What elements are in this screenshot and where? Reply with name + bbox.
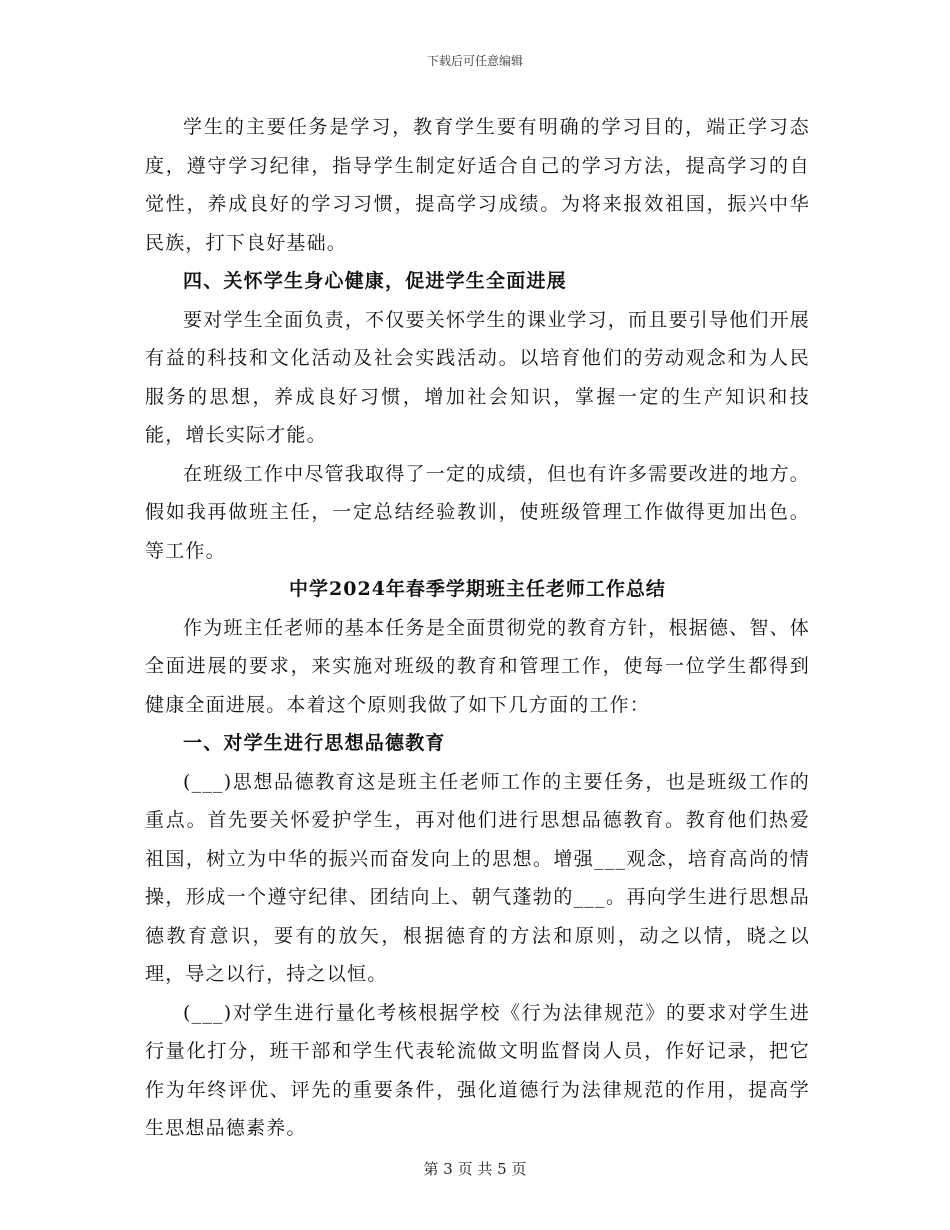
paragraph-reflection: 在班级工作中尽管我取得了一定的成绩，但也有许多需要改进的地方。假如我再做班主任，一定总结经验教训，使班级管理工作做得更加出色。等工作。 bbox=[145, 462, 810, 562]
section-heading-four: 四、关怀学生身心健康，促进学生全面进展 bbox=[183, 270, 567, 292]
paragraph-study: 学生的主要任务是学习，教育学生要有明确的学习目的，端正学习态度，遵守学习纪律，指导学生制定好适合自己的学习方法，提高学习的自觉性，养成良好的学习习惯，提高学习成绩。为将来报效祖国，振兴中华民族，打下良好基础。 bbox=[145, 116, 810, 254]
paragraph-care: 要对学生全面负责，不仅要关怀学生的课业学习，而且要引导他们开展有益的科技和文化活动及社会实践活动。以培育他们的劳动观念和为人民服务的思想，养成良好习惯，增加社会知识，掌握一定的生产知识和技能，增长实际才能。 bbox=[145, 308, 810, 446]
paragraph-intro: 作为班主任老师的基本任务是全面贯彻党的教育方针，根据德、智、体全面进展的要求，来实施对班级的教育和管理工作，使每一位学生都得到健康全面进展。本着这个原则我做了如下几方面的工作： bbox=[145, 616, 810, 716]
paragraph-moral-education: (___)思想品德教育这是班主任老师工作的主要任务，也是班级工作的重点。首先要关怀爱护学生，再对他们进行思想品德教育。教育他们热爱祖国，树立为中华的振兴而奋发向上的思想。增强___观念，培育高尚的情操，形成一个遵守纪律、团结向上、朝气蓬勃的___。再向学生进行思想品德教育意识，要有的放矢，根据德育的方法和原则，动之以情，晓之以理，导之以行，持之以恒。 bbox=[145, 770, 810, 985]
paragraph-assessment: (___)对学生进行量化考核根据学校《行为法律规范》的要求对学生进行量化打分，班干部和学生代表轮流做文明监督岗人员，作好记录，把它作为年终评优、评先的重要条件，强化道德行为法律规范的作用，提高学生思想品德素养。 bbox=[145, 1001, 810, 1139]
page-number: 第 3 页 共 5 页 bbox=[423, 1160, 527, 1178]
section-heading-one: 一、对学生进行思想品德教育 bbox=[183, 732, 446, 754]
page-header: 下载后可任意编辑 bbox=[426, 54, 523, 68]
document-title: 中学2024年春季学期班主任老师工作总结 bbox=[289, 578, 666, 600]
document-body bbox=[145, 108, 810, 1148]
